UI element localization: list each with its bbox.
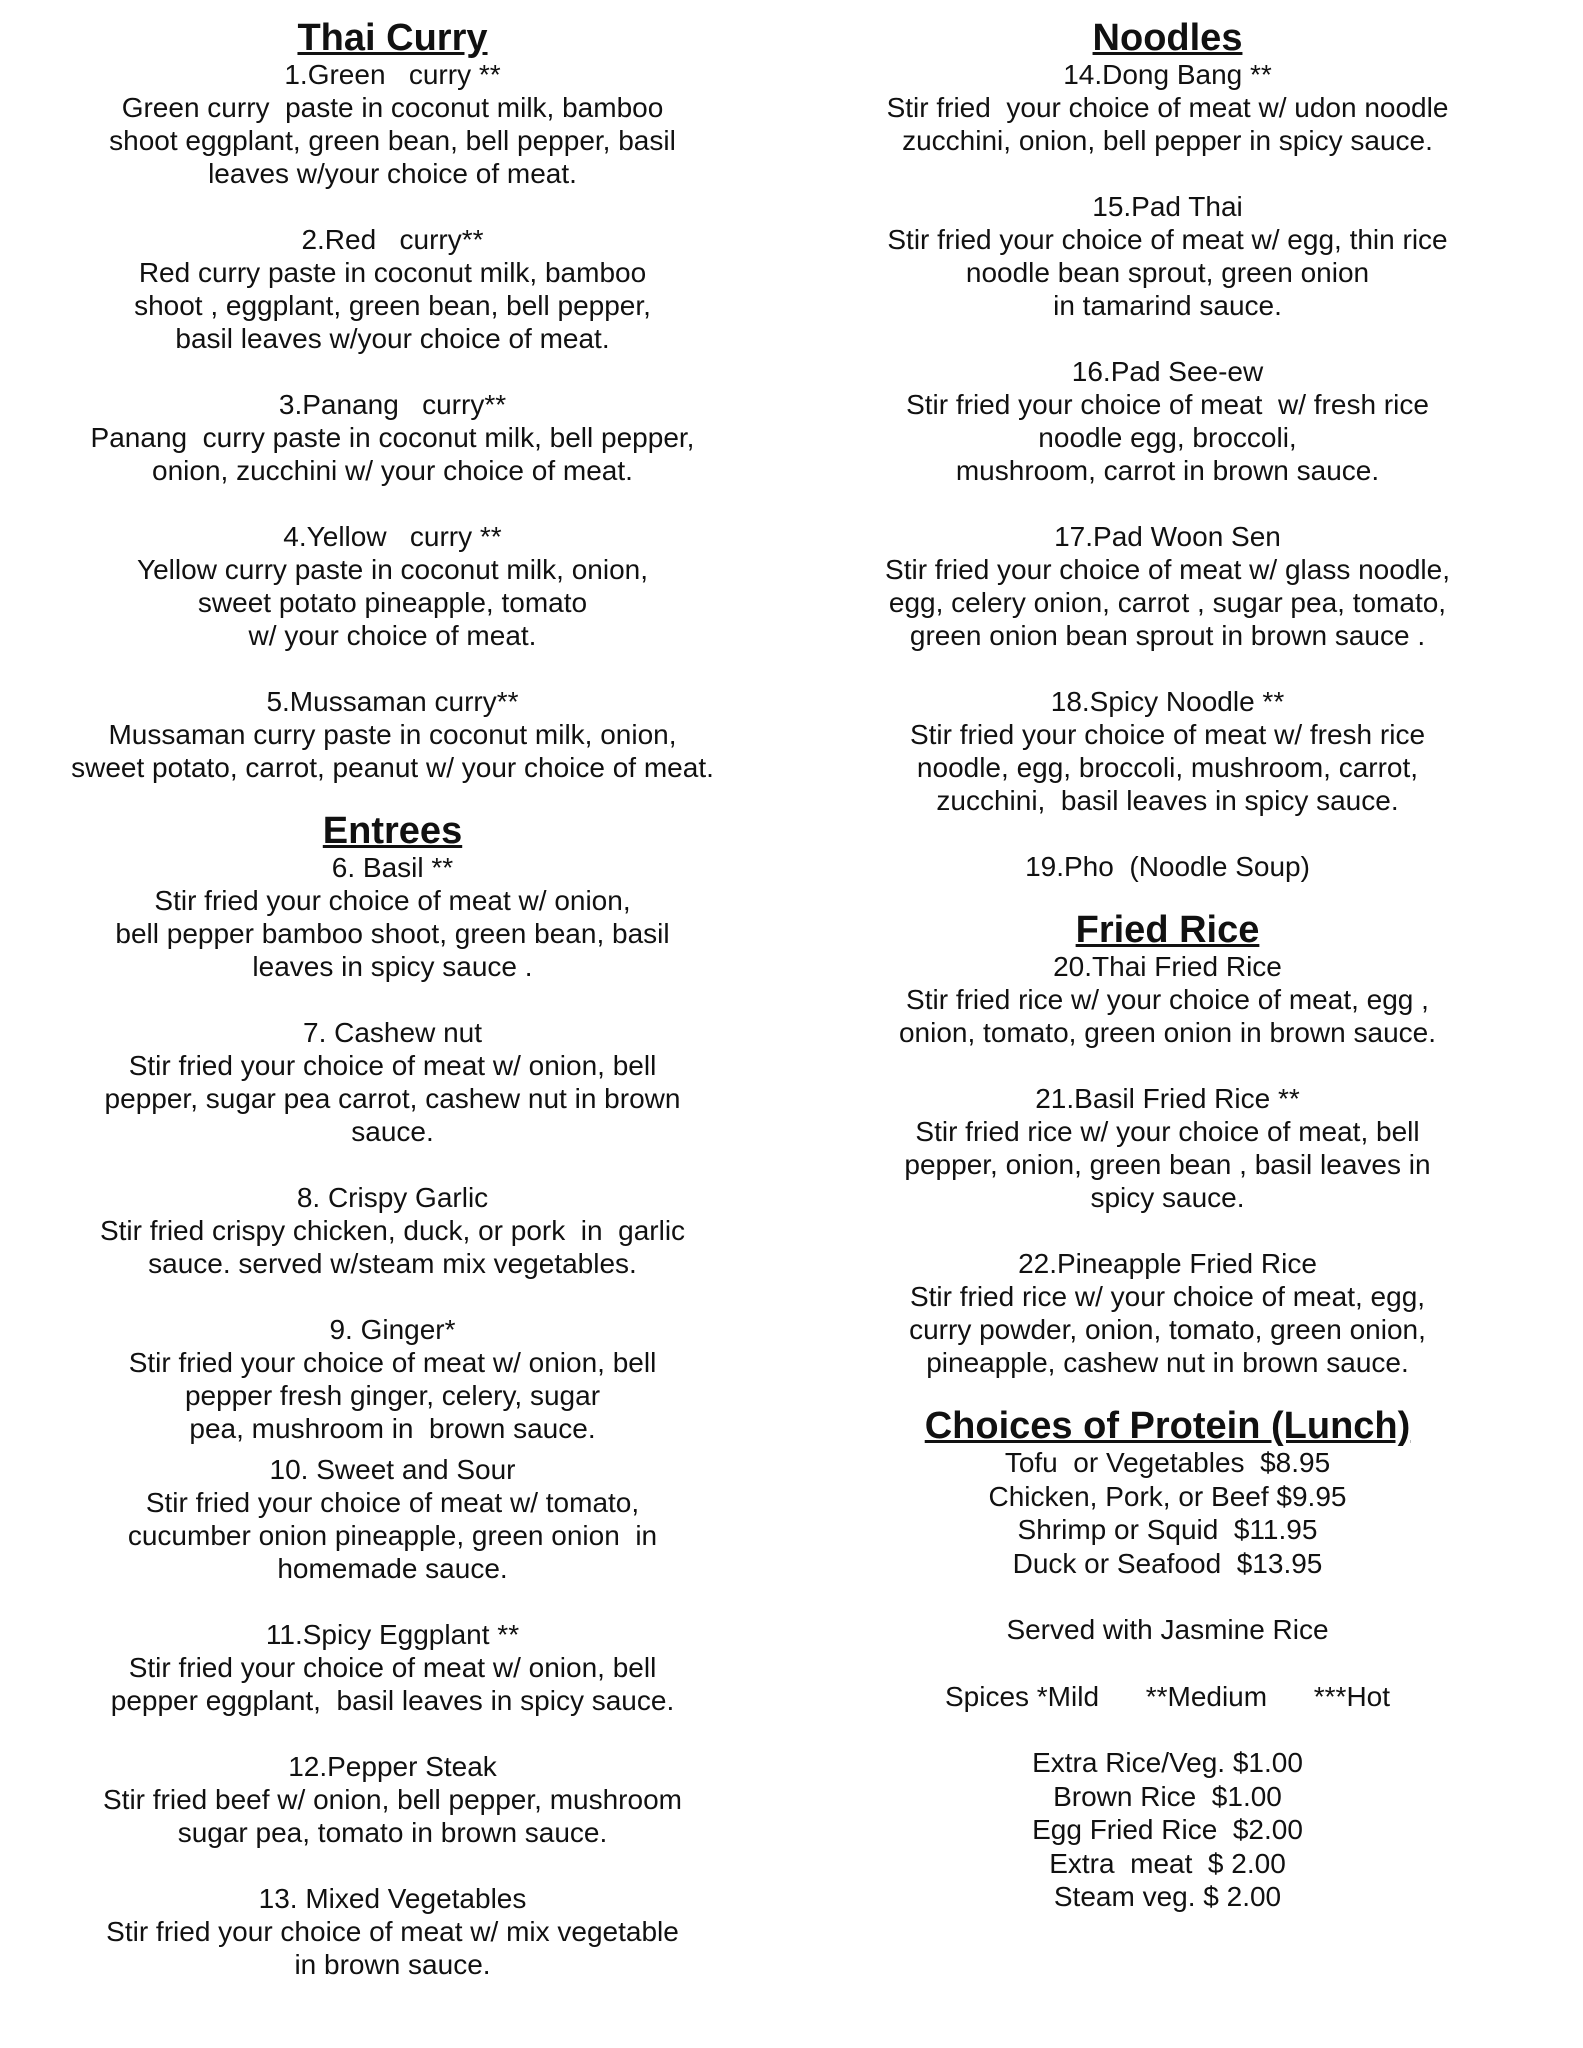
menu-item-description: pea, mushroom in brown sauce. <box>189 1413 596 1444</box>
menu-item <box>805 850 1530 883</box>
menu-item-description: sweet potato, carrot, peanut w/ your choice of meat. <box>71 752 714 783</box>
menu-item-description: noodle egg, broccoli, <box>1038 422 1297 453</box>
menu-item-name: 6. Basil ** <box>331 852 454 883</box>
menu-item-description: sauce. served w/steam mix vegetables. <box>148 1248 637 1279</box>
extras-list <box>805 1746 1530 1914</box>
protein-price-line: Shrimp or Squid $11.95 <box>1017 1514 1318 1545</box>
extra-line: Steam veg. $ 2.00 <box>1053 1881 1282 1912</box>
menu-item-description: Stir fried rice w/ your choice of meat, egg , <box>906 984 1429 1015</box>
menu-item-description: w/ your choice of meat. <box>248 620 537 651</box>
menu-item-description: Panang curry paste in coconut milk, bell pepper, <box>90 422 695 453</box>
menu-item-description: in brown sauce. <box>294 1949 491 1980</box>
menu-item-description: Green curry paste in coconut milk, bamboo <box>121 92 664 123</box>
served-with-note: Served with Jasmine Rice <box>1006 1614 1329 1645</box>
menu-item-description: pepper, sugar pea carrot, cashew nut in brown <box>104 1083 681 1114</box>
menu-item <box>50 1453 735 1585</box>
menu-item-description: onion, tomato, green onion in brown sauce. <box>898 1017 1437 1048</box>
menu-item-description: Stir fried your choice of meat w/ fresh rice <box>906 389 1429 420</box>
menu-item-name: 8. Crispy Garlic <box>296 1182 489 1213</box>
menu-item-name: 17.Pad Woon Sen <box>1054 521 1281 552</box>
menu-item <box>805 520 1530 652</box>
menu-item-name: 22.Pineapple Fried Rice <box>1018 1248 1317 1279</box>
menu-item-name: 4.Yellow curry ** <box>283 521 502 552</box>
menu-item-name: 20.Thai Fried Rice <box>1053 951 1282 982</box>
menu-item <box>50 58 735 190</box>
menu-item-description: in tamarind sauce. <box>1053 290 1282 321</box>
menu-item-description: pepper, onion, green bean , basil leaves in <box>904 1149 1431 1180</box>
menu-item-description: Stir fried your choice of meat w/ fresh rice <box>909 719 1426 750</box>
menu-item <box>50 1618 735 1717</box>
menu-item-description: Stir fried your choice of meat w/ onion, bell <box>128 1347 657 1378</box>
left-column <box>50 18 735 2014</box>
menu-item-description: basil leaves w/your choice of meat. <box>175 323 610 354</box>
menu-item-description: Mussaman curry paste in coconut milk, onion, <box>108 719 677 750</box>
menu-item-description: cucumber onion pineapple, green onion in <box>127 1520 658 1551</box>
menu-item-name: 14.Dong Bang ** <box>1063 59 1272 90</box>
menu-item-description: Stir fried your choice of meat w/ egg, thin rice <box>887 224 1448 255</box>
menu-item-description: Yellow curry paste in coconut milk, onion, <box>137 554 648 585</box>
menu-item-description: Stir fried rice w/ your choice of meat, egg, <box>909 1281 1426 1312</box>
menu-item <box>50 1016 735 1148</box>
fried-rice-list <box>805 950 1530 1379</box>
menu-item <box>50 851 735 983</box>
menu-item <box>805 1082 1530 1214</box>
menu-item-name: 5.Mussaman curry** <box>266 686 519 717</box>
extra-line: Egg Fried Rice $2.00 <box>1032 1814 1303 1845</box>
menu-item-description: mushroom, carrot in brown sauce. <box>955 455 1380 486</box>
menu-item-name: 18.Spicy Noodle ** <box>1050 686 1285 717</box>
menu-item-description: zucchini, basil leaves in spicy sauce. <box>936 785 1399 816</box>
menu-item-description: curry powder, onion, tomato, green onion, <box>909 1314 1426 1345</box>
menu-item-description: homemade sauce. <box>277 1553 508 1584</box>
menu-item <box>50 1181 735 1280</box>
menu-item <box>50 685 735 784</box>
menu-item-description: Stir fried your choice of meat w/ onion, bell <box>128 1050 657 1081</box>
menu-item <box>805 1247 1530 1379</box>
menu-item-description: spicy sauce. <box>1090 1182 1245 1213</box>
menu-item-name: 13. Mixed Vegetables <box>258 1883 527 1914</box>
menu-item-name: 12.Pepper Steak <box>288 1751 497 1782</box>
section-title-protein: Choices of Protein (Lunch) <box>924 1405 1411 1447</box>
menu-item-name: 11.Spicy Eggplant ** <box>265 1619 520 1650</box>
menu-item-description: sweet potato pineapple, tomato <box>197 587 588 618</box>
menu-item <box>805 355 1530 487</box>
menu-item-name: 15.Pad Thai <box>1092 191 1243 222</box>
menu-item <box>50 1313 735 1445</box>
menu-item-description: pineapple, cashew nut in brown sauce. <box>926 1347 1409 1378</box>
section-title-fried-rice: Fried Rice <box>1075 909 1260 951</box>
menu-item <box>805 58 1530 157</box>
menu-item-description: egg, celery onion, carrot , sugar pea, tomato, <box>888 587 1447 618</box>
menu-item-description: Stir fried your choice of meat w/ onion, <box>154 885 631 916</box>
menu-item-name: 3.Panang curry** <box>278 389 507 420</box>
menu-item-description: sugar pea, tomato in brown sauce. <box>177 1817 608 1848</box>
menu-item-description: Stir fried your choice of meat w/ mix vegetable <box>106 1916 679 1947</box>
menu-item-description: green onion bean sprout in brown sauce . <box>909 620 1426 651</box>
menu-item-description: onion, zucchini w/ your choice of meat. <box>152 455 633 486</box>
menu-item <box>50 388 735 487</box>
menu-item-name: 10. Sweet and Sour <box>269 1454 516 1485</box>
menu-item-description: sauce. <box>351 1116 434 1147</box>
menu-item-description: Stir fried beef w/ onion, bell pepper, mushroom <box>103 1784 682 1815</box>
menu-item-description: noodle, egg, broccoli, mushroom, carrot, <box>916 752 1419 783</box>
protein-price-line: Chicken, Pork, or Beef $9.95 <box>988 1480 1347 1512</box>
section-title-thai-curry: Thai Curry <box>297 17 488 59</box>
entrees-list <box>50 851 735 1981</box>
menu-item-name: 21.Basil Fried Rice ** <box>1035 1083 1300 1114</box>
menu-item <box>805 685 1530 817</box>
protein-price-line: Duck or Seafood $13.95 <box>1012 1547 1323 1579</box>
menu-item-description: Stir fried your choice of meat w/ udon noodle <box>886 92 1449 123</box>
extra-line: Extra Rice/Veg. $1.00 <box>1032 1747 1303 1778</box>
section-title-noodles: Noodles <box>1092 17 1243 59</box>
menu-item <box>50 1750 735 1849</box>
menu-item-name: 16.Pad See-ew <box>1071 356 1264 387</box>
protein-price-line: Tofu or Vegetables $8.95 <box>1004 1447 1331 1478</box>
noodles-list <box>805 58 1530 883</box>
menu-item-name: 7. Cashew nut <box>303 1017 482 1048</box>
menu-item-description: shoot eggplant, green bean, bell pepper, basil <box>109 125 676 156</box>
extra-line: Brown Rice $1.00 <box>1053 1780 1282 1812</box>
spice-legend: Spices *Mild **Medium ***Hot <box>944 1680 1391 1712</box>
protein-prices <box>805 1446 1530 1580</box>
menu-item-description: bell pepper bamboo shoot, green bean, basil <box>115 918 670 949</box>
menu-item-name: 9. Ginger* <box>329 1314 456 1345</box>
menu-item-name: 2.Red curry** <box>301 224 484 255</box>
menu-item-name: 19.Pho (Noodle Soup) <box>1025 851 1310 882</box>
right-column <box>805 18 1530 1914</box>
menu-item-description: noodle bean sprout, green onion <box>965 257 1370 288</box>
menu-item <box>50 520 735 652</box>
thai-curry-list <box>50 58 735 784</box>
menu-item <box>805 950 1530 1049</box>
menu-item-description: pepper eggplant, basil leaves in spicy sauce. <box>110 1685 675 1716</box>
menu-item-description: shoot , eggplant, green bean, bell pepper, <box>134 290 651 321</box>
menu-item <box>50 1882 735 1981</box>
menu-item <box>805 190 1530 322</box>
menu-item-description: zucchini, onion, bell pepper in spicy sauce. <box>902 125 1433 156</box>
menu-item <box>50 223 735 355</box>
menu-item-description: pepper fresh ginger, celery, sugar <box>184 1380 601 1411</box>
section-title-entrees: Entrees <box>322 810 463 852</box>
menu-item-description: Stir fried rice w/ your choice of meat, bell <box>915 1116 1420 1147</box>
extra-line: Extra meat $ 2.00 <box>1049 1847 1286 1879</box>
menu-item-description: Stir fried your choice of meat w/ onion, bell <box>128 1652 657 1683</box>
menu-item-description: Red curry paste in coconut milk, bamboo <box>138 257 647 288</box>
menu-item-description: Stir fried crispy chicken, duck, or pork in garlic <box>99 1215 686 1246</box>
menu-item-description: leaves in spicy sauce . <box>252 951 533 982</box>
menu-item-description: Stir fried your choice of meat w/ glass noodle, <box>885 554 1450 585</box>
menu-item-description: leaves w/your choice of meat. <box>208 158 577 189</box>
menu-item-description: Stir fried your choice of meat w/ tomato, <box>145 1487 640 1518</box>
menu-item-name: 1.Green curry ** <box>284 59 501 90</box>
